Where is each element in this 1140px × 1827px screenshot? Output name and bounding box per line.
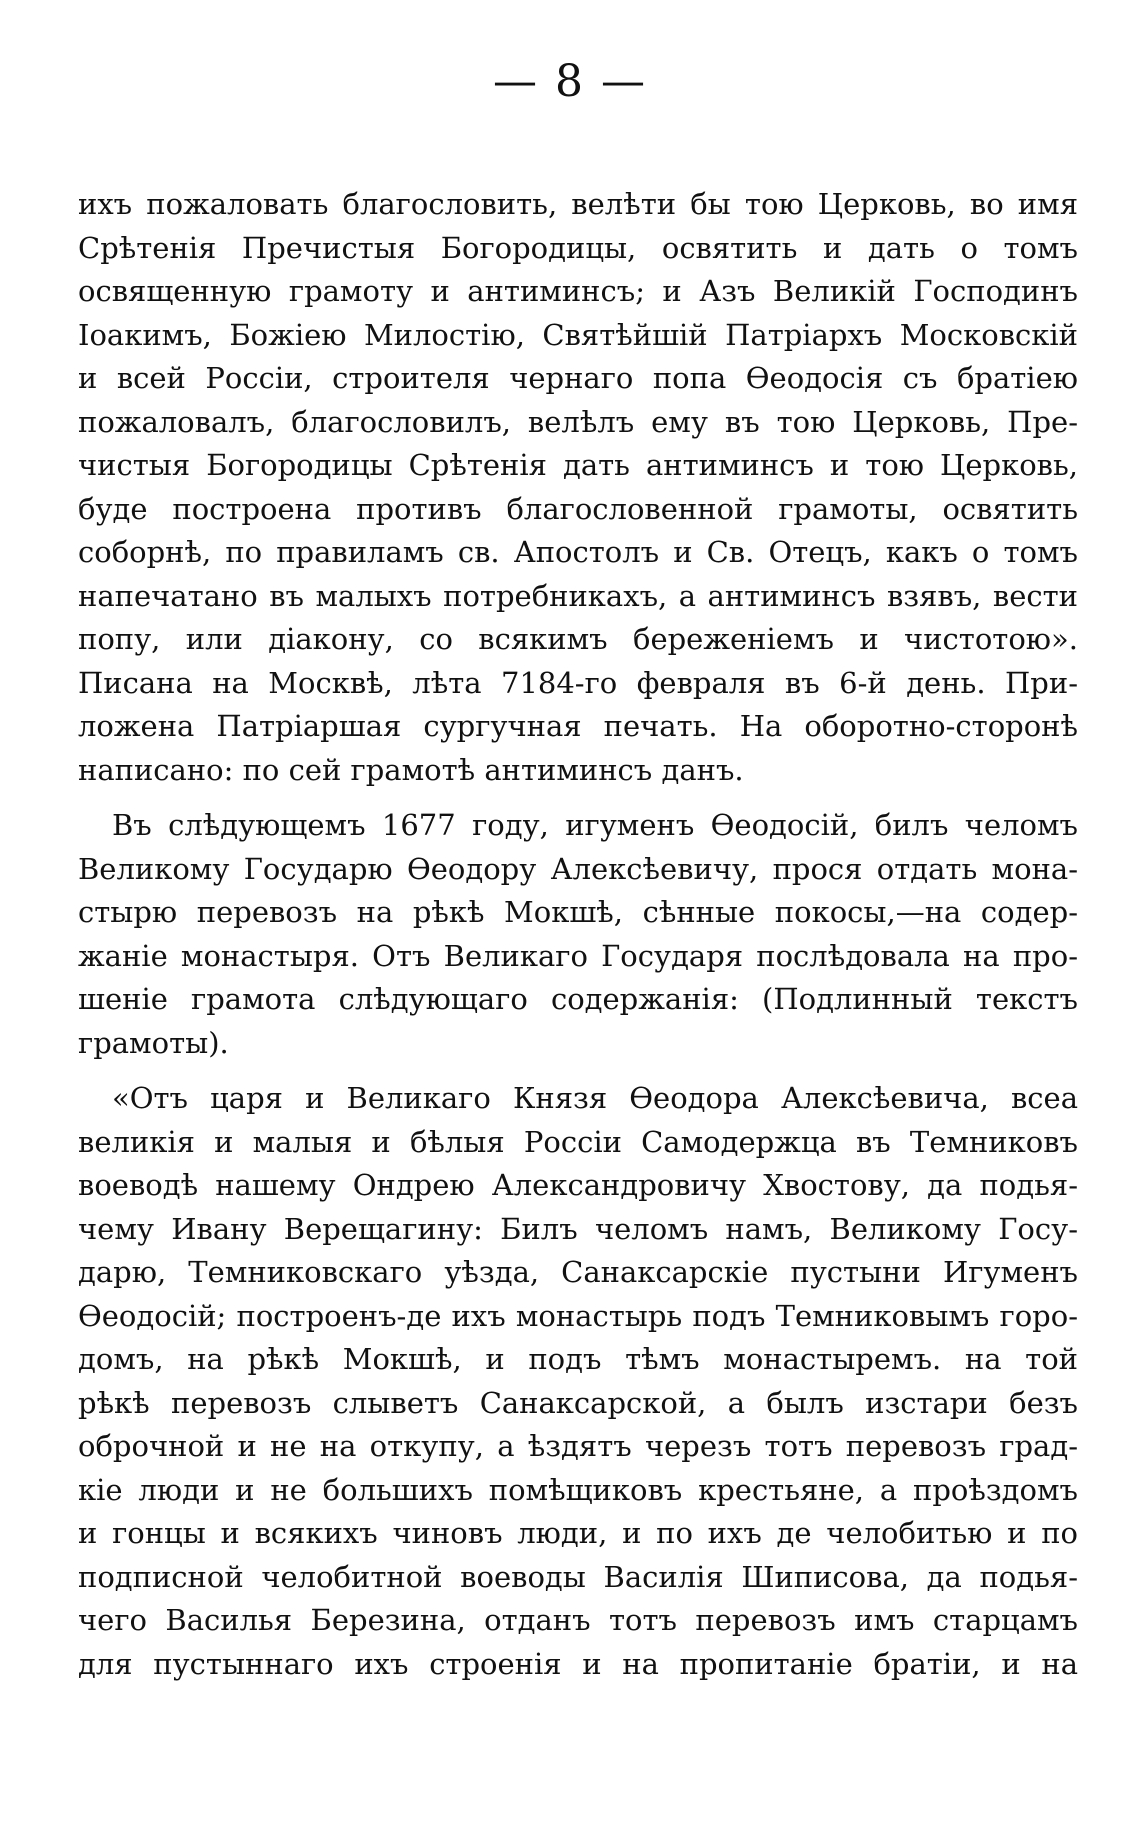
text-line: оброчной и не на откупу, а ѣздятъ черезъ тотъ перевозъ град- (78, 1429, 1078, 1463)
text-line: и всей Россіи, строителя чернаго попа Ѳеодосія съ братіею (78, 361, 1078, 395)
text-line: ихъ пожаловать благословить, велѣти бы тою Церковь, во имя (78, 187, 1078, 221)
text-line: жаніе монастыря. Отъ Великаго Государя послѣдовала на про- (78, 938, 1078, 973)
paragraph (78, 804, 1078, 1065)
text-line: чего Василья Березина, отданъ тотъ перевозъ имъ старцамъ (78, 1603, 1078, 1637)
text-line: Срѣтенія Пречистыя Богородицы, освятить и дать о томъ (78, 230, 1078, 265)
text-line: буде построена противъ благословенной грамоты, освятить (78, 491, 1078, 526)
text-line: чистыя Богородицы Срѣтенія дать антиминсъ и тою Церковь, (78, 448, 1078, 482)
paragraph (78, 1077, 1078, 1686)
text-line: воеводѣ нашему Ондрею Александровичу Хвостову, да подья- (78, 1168, 1078, 1202)
text-line: великія и малыя и бѣлыя Россіи Самодержца въ Темниковъ (78, 1124, 1078, 1159)
text-line: чему Ивану Верещагину: Билъ челомъ намъ, Великому Госу- (78, 1211, 1078, 1246)
paragraph-gap (78, 1065, 1078, 1077)
page-number: — 8 — (493, 56, 647, 107)
text-line: написано: по сей грамотѣ антиминсъ данъ. (78, 752, 744, 787)
text-line: грамоты). (78, 1025, 229, 1060)
text-line: подписной челобитной воеводы Василія Шиписова, да подья- (78, 1559, 1078, 1594)
text-line: шеніе грамота слѣдующаго содержанія: (Подлинный текстъ (78, 982, 1078, 1016)
text-line: попу, или діакону, со всякимъ береженіемъ и чистотою». (78, 622, 1078, 656)
text-line: Іоакимъ, Божіею Милостію, Святѣйшій Патріархъ Московскій (78, 317, 1078, 352)
text-line: дарю, Темниковскаго уѣзда, Санаксарскіе пустыни Игуменъ (78, 1255, 1078, 1289)
text-line: домъ, на рѣкѣ Мокшѣ, и подъ тѣмъ монастыремъ. на той (78, 1342, 1078, 1376)
text-line: пожаловалъ, благословилъ, велѣлъ ему въ тою Церковь, Пре- (78, 404, 1078, 439)
text-line: Ѳеодосій; построенъ-де ихъ монастырь подъ Темниковымъ горо- (78, 1298, 1078, 1333)
body-text (78, 183, 1078, 1686)
text-line: рѣкѣ перевозъ слыветъ Санаксарской, а былъ изстари безъ (78, 1385, 1078, 1420)
text-line: ложена Патріаршая сургучная печать. На оборотно-сторонѣ (78, 709, 1078, 743)
text-line: «Отъ царя и Великаго Князя Ѳеодора Алексѣевича, всеа (112, 1081, 1078, 1115)
text-line: напечатано въ малыхъ потребникахъ, а антиминсъ взявъ, вести (78, 578, 1078, 613)
paragraph (78, 183, 1078, 792)
text-line: освященную грамоту и антиминсъ; и Азъ Великій Господинъ (78, 274, 1078, 308)
text-line: для пустыннаго ихъ строенія и на пропитаніе братіи, и на (78, 1646, 1078, 1681)
text-line: и гонцы и всякихъ чиновъ люди, и по ихъ де челобитью и по (78, 1516, 1078, 1550)
text-line: соборнѣ, по правиламъ св. Апостолъ и Св. Отецъ, какъ о томъ (78, 535, 1078, 569)
text-line: Писана на Москвѣ, лѣта 7184-го февраля въ 6-й день. При- (78, 665, 1078, 700)
paragraph-gap (78, 792, 1078, 804)
text-line: стырю перевозъ на рѣкѣ Мокшѣ, сѣнные покосы,—на содер- (78, 895, 1078, 929)
text-line: Великому Государю Ѳеодору Алексѣевичу, прося отдать мона- (78, 851, 1078, 886)
text-line: кіе люди и не большихъ помѣщиковъ крестьяне, а проѣздомъ (78, 1472, 1078, 1507)
text-line: Въ слѣдующемъ 1677 году, игуменъ Ѳеодосій, билъ челомъ (112, 808, 1078, 842)
